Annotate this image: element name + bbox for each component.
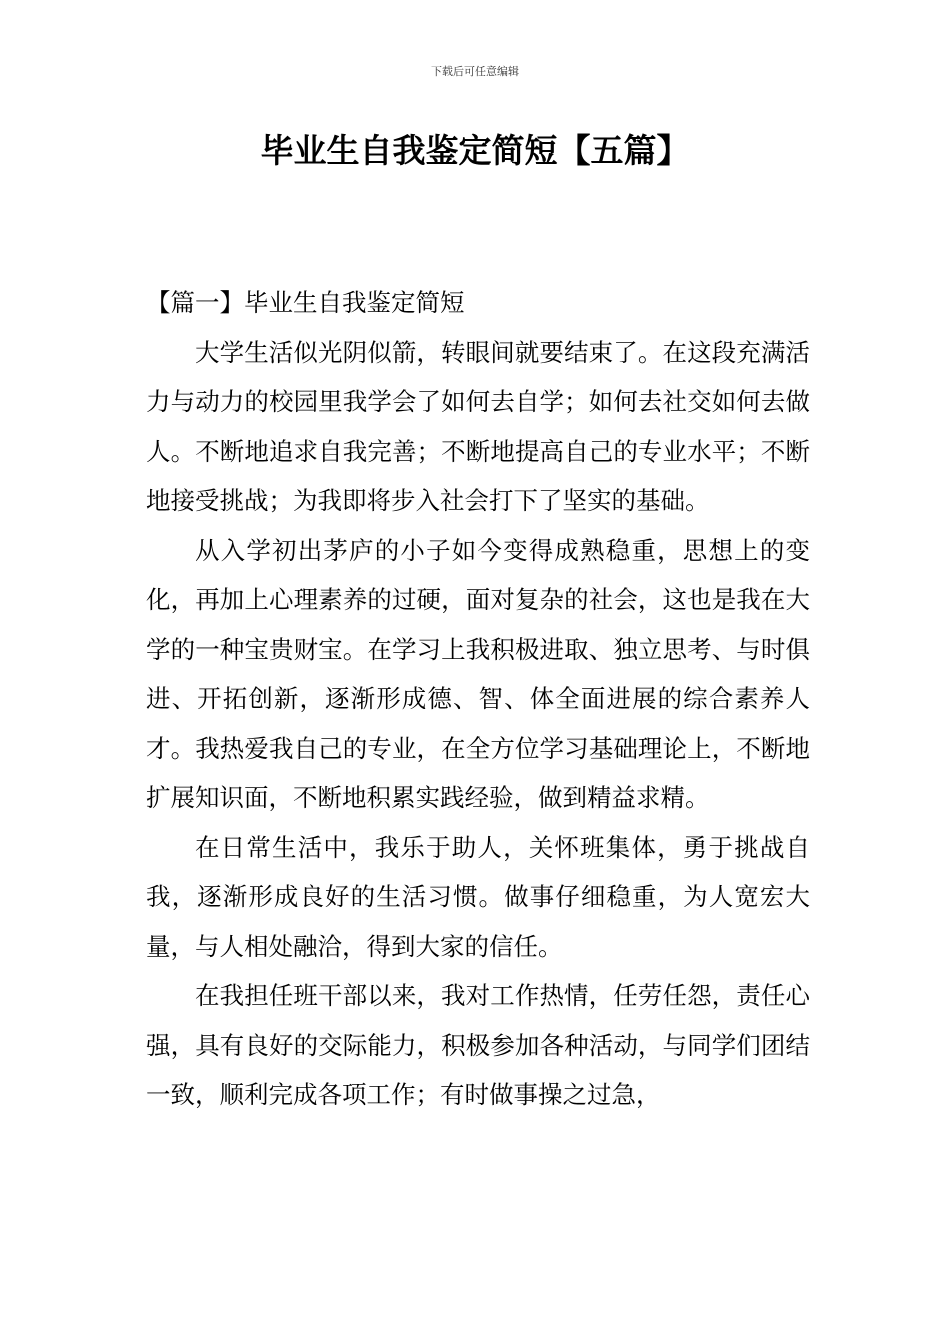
paragraph: 从入学初出茅庐的小子如今变得成熟稳重，思想上的变化，再加上心理素养的过硬，面对复杂的社会，这也是我在大学的一种宝贵财宝。在学习上我积极进取、独立思考、与时俱进、开拓创新，逐渐形成德、智、体全面进展的综合素养人才。我热爱我自己的专业，在全方位学习基础理论上，不断地扩展知识面，不断地积累实践经验，做到精益求精。 — [146, 535, 810, 812]
paragraph: 在我担任班干部以来，我对工作热情，任劳任怨，责任心强，具有良好的交际能力，积极参加各种活动，与同学们团结一致，顺利完成各项工作；有时做事操之过急， — [146, 981, 810, 1109]
document-title: 毕业生自我鉴定简短【五篇】 — [260, 131, 690, 170]
document-body — [146, 278, 810, 1120]
header-note: 下载后可任意编辑 — [431, 65, 519, 78]
paragraph: 大学生活似光阴似箭，转眼间就要结束了。在这段充满活力与动力的校园里我学会了如何去自学；如何去社交如何去做人。不断地追求自我完善；不断地提高自己的专业水平；不断地接受挑战；为我即将步入社会打下了坚实的基础。 — [146, 337, 810, 515]
section-heading: 【篇一】毕业生自我鉴定简短 — [146, 288, 465, 317]
paragraph: 在日常生活中，我乐于助人，关怀班集体，勇于挑战自我，逐渐形成良好的生活习惯。做事仔细稳重，为人宽宏大量，与人相处融洽，得到大家的信任。 — [146, 832, 810, 961]
